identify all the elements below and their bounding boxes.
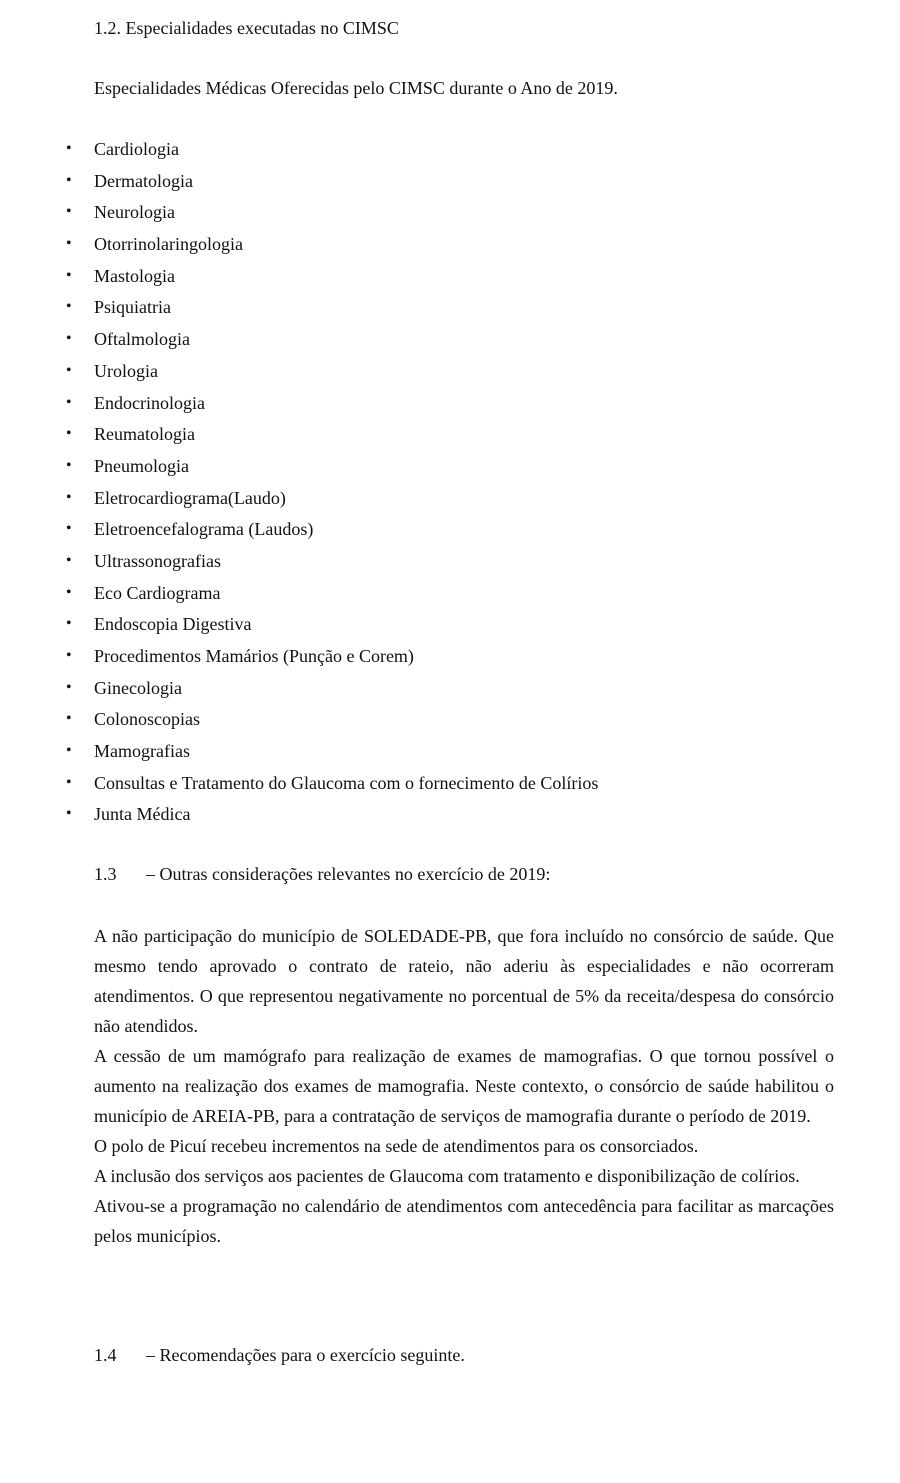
list-item bbox=[0, 803, 900, 835]
bullet-icon: • bbox=[66, 647, 72, 664]
section-title: – Recomendações para o exercício seguinte. bbox=[146, 1345, 465, 1365]
bullet-icon: • bbox=[66, 488, 72, 506]
list-item bbox=[0, 708, 900, 740]
specialty-label: Cardiologia bbox=[94, 139, 179, 159]
section-1-3-heading bbox=[94, 863, 550, 885]
specialty-label: Ultrassonografias bbox=[94, 550, 221, 571]
specialty-label: Dermatologia bbox=[94, 170, 193, 191]
bullet-icon: • bbox=[66, 678, 72, 696]
specialty-label: Eco Cardiograma bbox=[94, 582, 221, 603]
specialty-label: Endocrinologia bbox=[94, 392, 205, 413]
bullet-icon: • bbox=[66, 266, 72, 284]
bullet-icon: • bbox=[66, 773, 72, 791]
list-item bbox=[0, 170, 900, 202]
bullet-icon: • bbox=[66, 615, 72, 633]
specialty-label: Eletrocardiograma(Laudo) bbox=[94, 487, 286, 508]
list-item bbox=[0, 360, 900, 392]
list-item bbox=[0, 582, 900, 614]
specialty-label: Psiquiatria bbox=[94, 297, 171, 318]
bullet-icon: • bbox=[66, 330, 72, 348]
list-item bbox=[0, 233, 900, 265]
specialty-label: Urologia bbox=[94, 360, 158, 381]
list-item bbox=[0, 138, 900, 170]
specialty-label: Procedimentos Mamários (Punção e Corem) bbox=[94, 646, 414, 666]
bullet-icon: • bbox=[66, 298, 72, 316]
specialty-label: Mamografias bbox=[94, 741, 190, 762]
list-item bbox=[0, 296, 900, 328]
bullet-icon: • bbox=[66, 805, 72, 823]
section-1-4-heading bbox=[94, 1344, 465, 1366]
bullet-icon: • bbox=[66, 203, 72, 221]
specialty-label: Ginecologia bbox=[94, 677, 182, 698]
considerations-block bbox=[94, 921, 834, 1251]
list-item bbox=[0, 772, 900, 804]
paragraph: Ativou-se a programação no calendário de atendimentos com antecedência para facilitar as marcações pelos municípios. bbox=[94, 1196, 834, 1246]
bullet-icon: • bbox=[66, 710, 72, 728]
bullet-icon: • bbox=[66, 425, 72, 443]
list-item bbox=[0, 518, 900, 550]
list-item bbox=[0, 423, 900, 455]
paragraph: A inclusão dos serviços aos pacientes de Glaucoma com tratamento e disponibilização de colírios. bbox=[94, 1166, 800, 1186]
list-item bbox=[0, 613, 900, 645]
paragraph: O polo de Picuí recebeu incrementos na sede de atendimentos para os consorciados. bbox=[94, 1136, 699, 1156]
specialty-label: Junta Médica bbox=[94, 804, 191, 825]
bullet-icon: • bbox=[66, 393, 72, 411]
specialty-label: Pneumologia bbox=[94, 455, 189, 476]
specialties-list bbox=[0, 138, 900, 835]
bullet-icon: • bbox=[66, 742, 72, 760]
bullet-icon: • bbox=[66, 171, 72, 189]
section-number: 1.4 bbox=[94, 1345, 117, 1365]
list-item bbox=[0, 455, 900, 487]
bullet-icon: • bbox=[66, 583, 72, 601]
bullet-icon: • bbox=[66, 235, 72, 253]
list-item bbox=[0, 328, 900, 360]
bullet-icon: • bbox=[66, 520, 72, 538]
paragraph: A cessão de um mamógrafo para realização de exames de mamografias. O que tornou possível o aumento na realização dos exames de mamografia. Neste contexto, o consórcio de saúde habilitou o município de AREIA-PB, para a contratação de serviços de mamografia durante o período de 2019. bbox=[94, 1046, 834, 1126]
bullet-icon: • bbox=[66, 140, 72, 157]
specialty-label: Colonoscopias bbox=[94, 709, 200, 730]
list-item bbox=[0, 550, 900, 582]
specialty-label: Eletroencefalograma (Laudos) bbox=[94, 519, 314, 540]
section-1-2-heading: 1.2. Especialidades executadas no CIMSC bbox=[94, 18, 399, 38]
list-item bbox=[0, 487, 900, 519]
list-item bbox=[0, 677, 900, 709]
specialty-label: Mastologia bbox=[94, 265, 175, 286]
specialty-label: Oftalmologia bbox=[94, 329, 190, 350]
specialty-label: Consultas e Tratamento do Glaucoma com o fornecimento de Colírios bbox=[94, 772, 599, 793]
section-number: 1.3 bbox=[94, 864, 117, 884]
list-item bbox=[0, 392, 900, 424]
paragraph: A não participação do município de SOLEDADE-PB, que fora incluído no consórcio de saúde. Que mesmo tendo aprovado o contrato de rateio, não aderiu às especialidades e não ocorreram atendimentos. O que representou negativamente no porcentual de 5% da receita/despesa do consórcio não atendidos. bbox=[94, 926, 834, 1036]
specialties-intro: Especialidades Médicas Oferecidas pelo CIMSC durante o Ano de 2019. bbox=[94, 78, 618, 98]
specialty-label: Otorrinolaringologia bbox=[94, 234, 243, 255]
specialty-label: Neurologia bbox=[94, 202, 175, 223]
bullet-icon: • bbox=[66, 456, 72, 474]
list-item bbox=[0, 740, 900, 772]
bullet-icon: • bbox=[66, 551, 72, 569]
specialty-label: Endoscopia Digestiva bbox=[94, 614, 252, 635]
specialty-label: Reumatologia bbox=[94, 424, 195, 445]
list-item bbox=[0, 265, 900, 297]
bullet-icon: • bbox=[66, 361, 72, 379]
list-item bbox=[0, 201, 900, 233]
list-item bbox=[0, 645, 900, 677]
section-title: – Outras considerações relevantes no exercício de 2019: bbox=[146, 864, 551, 884]
